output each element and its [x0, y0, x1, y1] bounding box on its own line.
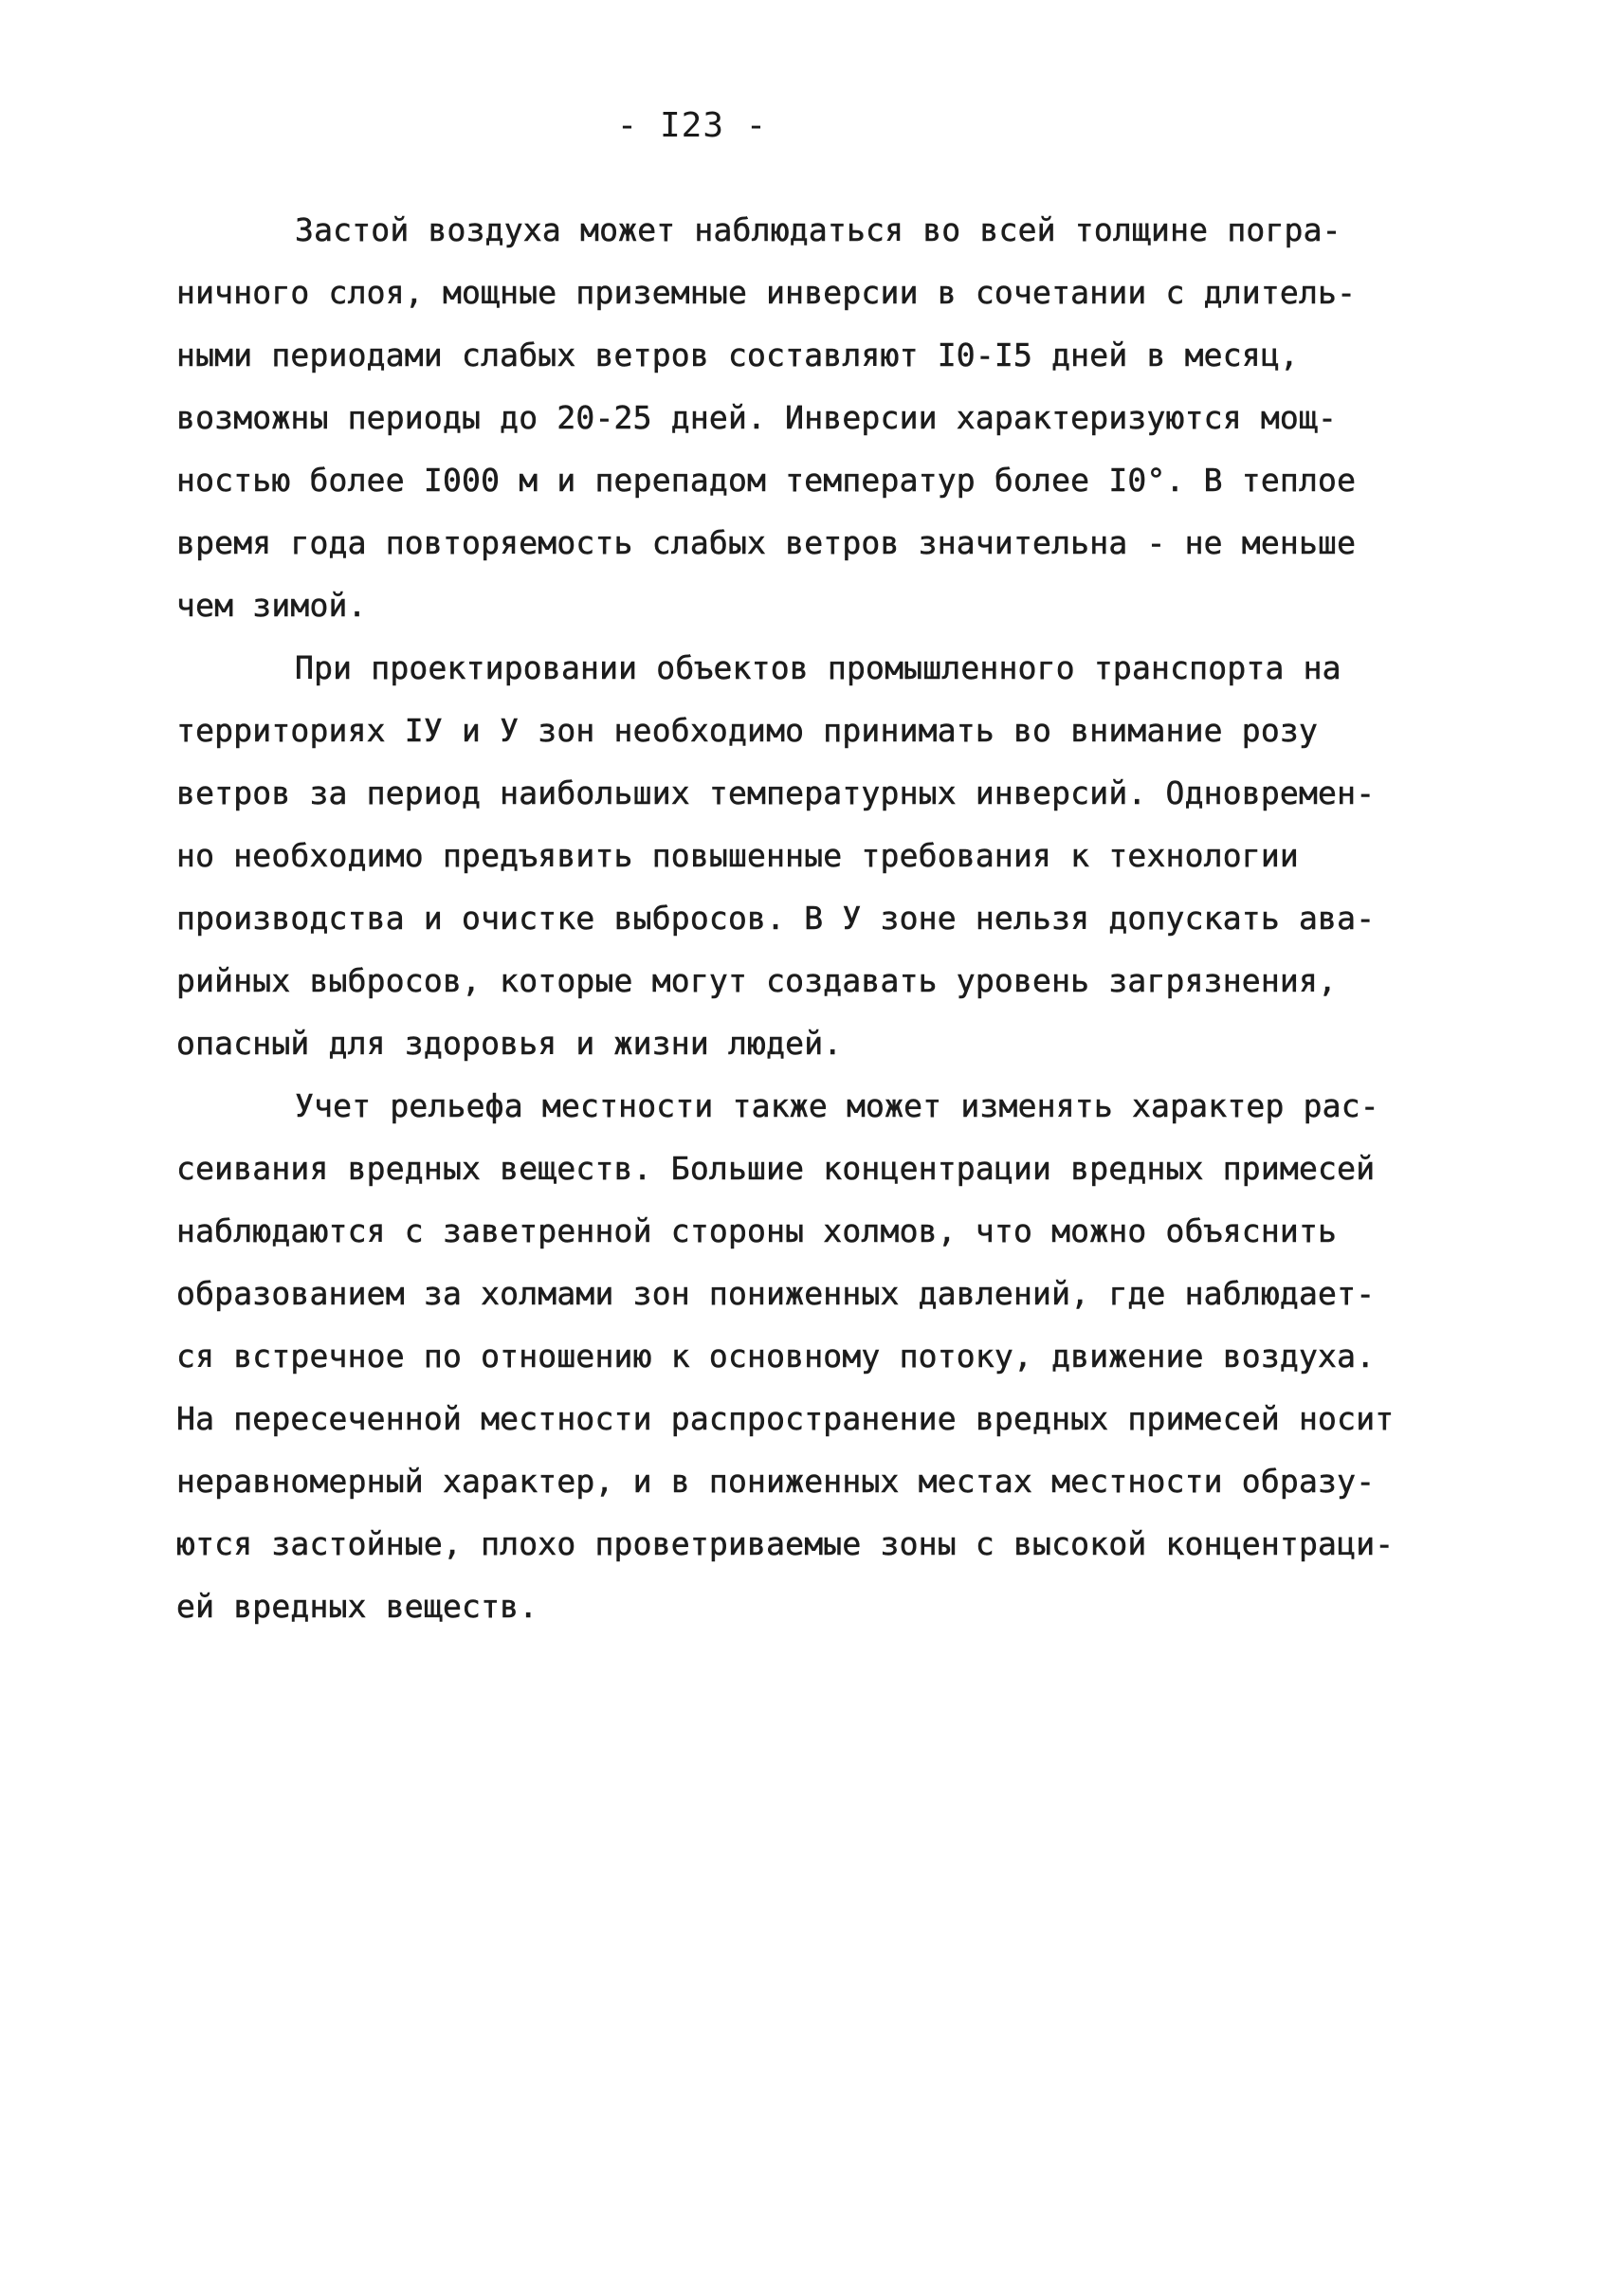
text-line: территориях IУ и У зон необходимо принимать во внимание розу: [176, 712, 1319, 749]
text-line: чем зимой.: [176, 587, 367, 624]
text-line: рийных выбросов, которые могут создавать уровень загрязнения,: [176, 962, 1338, 999]
page-number: - I23 -: [616, 106, 768, 145]
text-line: На пересеченной местности распространение вредных примесей носит: [176, 1400, 1395, 1437]
text-line: ются застойные, плохо проветриваемые зоны с высокой концентраци-: [176, 1525, 1395, 1562]
text-line: наблюдаются с заветренной стороны холмов, что можно объяснить: [176, 1212, 1338, 1249]
paragraph-3: [176, 1075, 1466, 1638]
text-line: но необходимо предъявить повышенные требования к технологии: [176, 837, 1299, 874]
text-line: ветров за период наибольших температурных инверсий. Одновремен-: [176, 774, 1376, 811]
paragraph-2: [176, 637, 1466, 1075]
text-line: производства и очистке выбросов. В У зоне нельзя допускать ава-: [176, 900, 1376, 937]
paragraph-1: [176, 199, 1466, 637]
body-text: [176, 199, 1466, 1638]
text-line: ностью более I000 м и перепадом температур более I0°. В теплое: [176, 462, 1357, 499]
text-line: сеивания вредных веществ. Большие концентрации вредных примесей: [176, 1150, 1376, 1187]
text-line: образованием за холмами зон пониженных давлений, где наблюдает-: [176, 1275, 1376, 1312]
text-line: Застой воздуха может наблюдаться во всей толщине погра-: [295, 211, 1341, 248]
text-line: возможны периоды до 20-25 дней. Инверсии характеризуются мощ-: [176, 399, 1338, 436]
text-line: При проектировании объектов промышленного транспорта на: [295, 649, 1341, 686]
text-line: Учет рельефа местности также может изменять характер рас-: [295, 1087, 1379, 1124]
text-line: неравномерный характер, и в пониженных местах местности образу-: [176, 1463, 1376, 1500]
text-line: время года повторяемость слабых ветров значительна - не меньше: [176, 524, 1357, 561]
text-line: ся встречное по отношению к основному потоку, движение воздуха.: [176, 1338, 1376, 1375]
text-line: ничного слоя, мощные приземные инверсии в сочетании с длитель-: [176, 274, 1357, 311]
text-line: опасный для здоровья и жизни людей.: [176, 1025, 843, 1062]
text-line: ей вредных веществ.: [176, 1588, 538, 1625]
text-line: ными периодами слабых ветров составляют I0-I5 дней в месяц,: [176, 337, 1299, 373]
